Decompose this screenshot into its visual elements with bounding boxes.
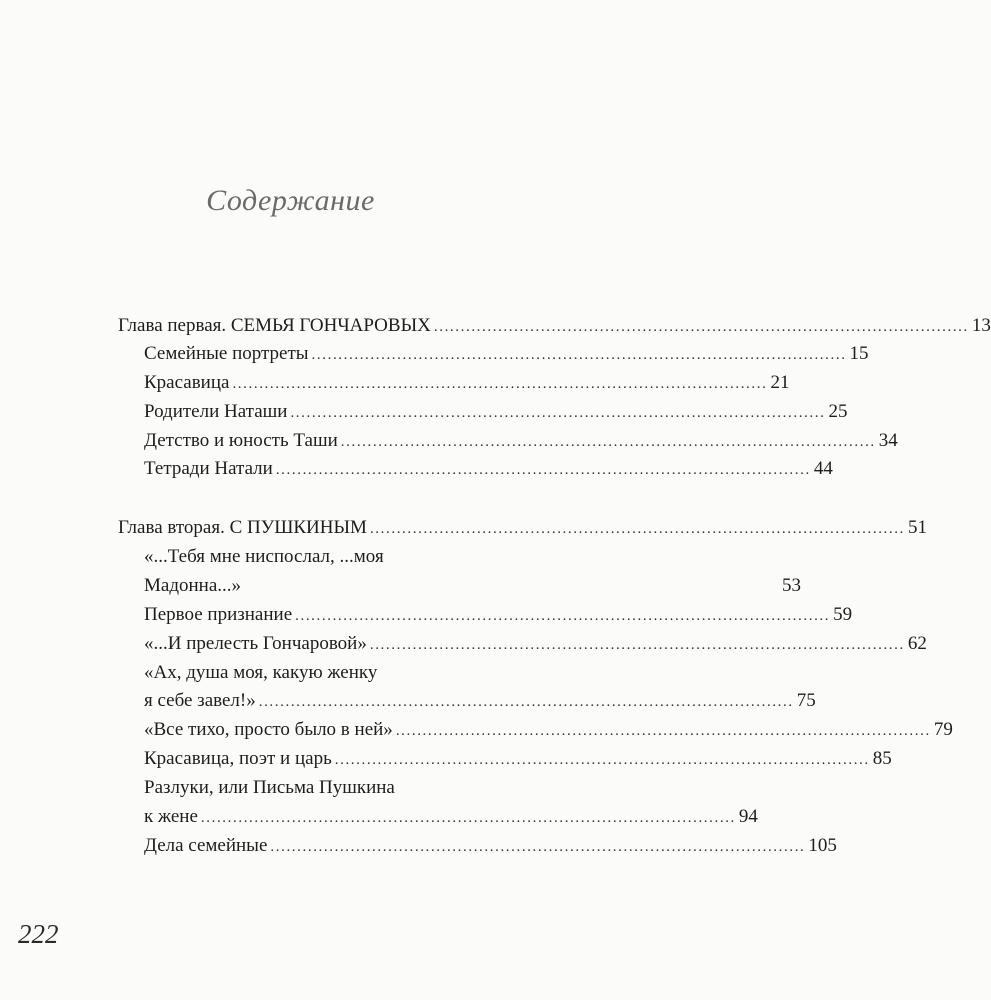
toc-entry-title: «...И прелесть Гончаровой» — [144, 633, 367, 654]
contents-heading: Содержание — [206, 184, 375, 217]
toc-entry-page: 62 — [907, 633, 927, 654]
dot-leader: .................................................................................................... — [334, 752, 870, 768]
toc-entry-title: Дела семейные — [144, 835, 268, 856]
dot-leader: .................................................................................................... — [290, 405, 826, 421]
dot-leader: .................................................................................................... — [275, 462, 811, 478]
toc-entry-title: Глава первая. СЕМЬЯ ГОНЧАРОВЫХ — [118, 315, 431, 336]
dot-leader: .................................................................................................... — [200, 810, 736, 826]
dot-leader: .................................................................................................... — [270, 839, 806, 855]
toc-entry — [144, 719, 953, 742]
dot-leader: .................................................................................................... — [433, 319, 969, 335]
toc-entry — [144, 343, 869, 366]
toc-entry-title: Родители Наташи — [144, 401, 288, 422]
toc-entry-title: я себе завел!» — [144, 690, 256, 711]
dot-leader: .................................................................................................... — [295, 608, 831, 624]
toc-entry — [144, 372, 790, 395]
toc-entry-title-line: «...Тебя мне ниспослал, ...моя — [144, 546, 384, 567]
dot-leader — [244, 576, 779, 598]
toc-entry-page: 53 — [782, 575, 802, 596]
toc-entry-page: 51 — [907, 517, 927, 538]
dot-leader: .................................................................................................... — [395, 723, 931, 739]
toc-entry-page: 79 — [933, 719, 953, 740]
toc-entry-title: Первое признание — [144, 604, 293, 625]
toc-entry-page: 13 — [971, 315, 991, 336]
toc-entry-title: Тетради Натали — [144, 458, 273, 479]
toc-entry-page: 34 — [878, 430, 898, 451]
toc-entry-page: 105 — [808, 835, 837, 856]
page-number: 222 — [18, 919, 59, 949]
toc-entry — [144, 458, 833, 481]
dot-leader: .................................................................................................... — [232, 376, 768, 392]
toc-entry-title: Семейные портреты — [144, 343, 309, 364]
toc-entry — [144, 690, 816, 713]
toc-entry-page: 21 — [770, 372, 790, 393]
toc-entry-page: 75 — [796, 690, 816, 711]
toc-entry — [144, 806, 758, 829]
toc-entry — [144, 575, 802, 598]
toc-entry-title: Мадонна...» — [144, 575, 242, 596]
toc-entry — [144, 748, 892, 771]
toc-entry — [144, 401, 848, 424]
toc-entry — [118, 315, 991, 338]
toc-entry — [144, 633, 927, 656]
toc-entry-title: Глава вторая. С ПУШКИНЫМ — [118, 517, 367, 538]
toc-entry-page: 85 — [872, 748, 892, 769]
toc-entry-title-line: Разлуки, или Письма Пушкина — [144, 777, 395, 798]
dot-leader: .................................................................................................... — [258, 694, 794, 710]
toc-entry — [144, 835, 837, 858]
toc-entry-page: 25 — [828, 401, 848, 422]
toc-entry — [144, 430, 898, 453]
toc-entry-title: к жене — [144, 806, 198, 827]
toc-entry — [144, 604, 853, 627]
dot-leader: .................................................................................................... — [369, 637, 905, 653]
dot-leader: .................................................................................................... — [340, 434, 876, 450]
toc-entry-title-line: «Ах, душа моя, какую женку — [144, 662, 378, 683]
toc-entry-title: Красавица, поэт и царь — [144, 748, 332, 769]
toc-entry-page: 59 — [833, 604, 853, 625]
toc-entry-page: 15 — [849, 343, 869, 364]
toc-entry-page: 44 — [813, 458, 833, 479]
toc-entry-title: «Все тихо, просто было в ней» — [144, 719, 393, 740]
toc-entry-page: 94 — [738, 806, 758, 827]
toc-entry — [118, 517, 927, 540]
dot-leader: .................................................................................................... — [369, 521, 905, 537]
toc-entry-title: Детство и юность Таши — [144, 430, 338, 451]
dot-leader: .................................................................................................... — [311, 347, 847, 363]
toc-entry-title: Красавица — [144, 372, 230, 393]
